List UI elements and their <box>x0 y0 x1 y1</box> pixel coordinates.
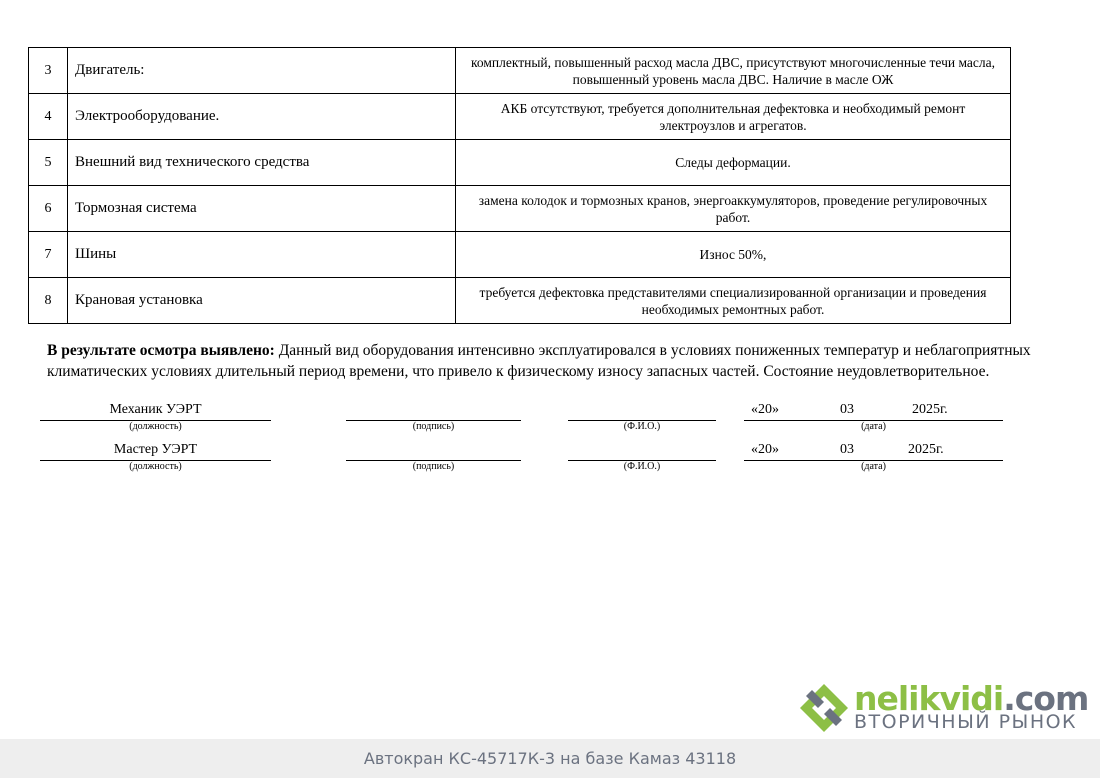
table-row <box>29 140 1011 186</box>
position-field: Мастер УЭРТ <box>40 440 271 461</box>
row-name: Тормозная система <box>68 186 456 232</box>
signature-caption: (подпись) <box>412 461 455 472</box>
row-number: 7 <box>29 232 68 278</box>
row-value: замена колодок и тормозных кранов, энергоаккумуляторов, проведение регулировочных работ. <box>456 186 1011 232</box>
logo-tld: .com <box>1003 679 1089 718</box>
row-number: 5 <box>29 140 68 186</box>
table-row <box>29 94 1011 140</box>
fio-caption: (Ф.И.О.) <box>623 461 661 472</box>
table-row <box>29 278 1011 324</box>
date-year: 2025г. <box>908 442 944 457</box>
footer-title: Автокран КС-45717К-3 на базе Камаз 43118 <box>363 749 737 768</box>
position-caption: (должность) <box>129 421 182 432</box>
date-month: 03 <box>840 442 854 457</box>
row-name: Электрооборудование. <box>68 94 456 140</box>
date-caption: (дата) <box>861 461 886 472</box>
table-row <box>29 186 1011 232</box>
result-label: В результате осмотра выявлено: <box>47 342 275 359</box>
fio-caption: (Ф.И.О.) <box>623 421 661 432</box>
inspection-table <box>28 47 1011 324</box>
row-number: 8 <box>29 278 68 324</box>
row-number: 4 <box>29 94 68 140</box>
position-field: Механик УЭРТ <box>40 400 271 421</box>
table-row <box>29 232 1011 278</box>
row-name: Двигатель: <box>68 48 456 94</box>
row-value: требуется дефектовка представителями специализированной организации и проведения необходимых ремонтных работ. <box>456 278 1011 324</box>
position-caption: (должность) <box>129 461 182 472</box>
row-value: комплектный, повышенный расход масла ДВС, присутствуют многочисленные течи масла, повышенный уровень масла ДВС. Наличие в масле ОЖ <box>456 48 1011 94</box>
footer-title-bar <box>0 739 1100 778</box>
signature-caption: (подпись) <box>412 421 455 432</box>
date-day: «20» <box>751 442 779 457</box>
logo-subtitle: ВТОРИЧНЫЙ РЫНОК <box>854 711 1078 733</box>
date-field <box>744 400 1003 421</box>
row-number: 3 <box>29 48 68 94</box>
date-field <box>744 440 1003 461</box>
fio-field <box>568 440 716 461</box>
date-day: «20» <box>751 402 779 417</box>
row-name: Внешний вид технического средства <box>68 140 456 186</box>
row-number: 6 <box>29 186 68 232</box>
signature-field <box>346 440 521 461</box>
signature-row-mechanic <box>0 400 1100 434</box>
signature-field <box>346 400 521 421</box>
date-year: 2025г. <box>912 402 948 417</box>
row-value: Следы деформации. <box>456 140 1011 186</box>
row-value: Износ 50%, <box>456 232 1011 278</box>
inspection-result <box>47 340 1067 382</box>
logo-brand: nelikvidi <box>854 679 1004 718</box>
date-caption: (дата) <box>861 421 886 432</box>
logo-mark-icon <box>798 682 850 734</box>
table-row <box>29 48 1011 94</box>
row-name: Шины <box>68 232 456 278</box>
signature-row-master <box>0 440 1100 474</box>
row-name: Крановая установка <box>68 278 456 324</box>
row-value: АКБ отсутствуют, требуется дополнительная дефектовка и необходимый ремонт электроузлов и агрегатов. <box>456 94 1011 140</box>
fio-field <box>568 400 716 421</box>
date-month: 03 <box>840 402 854 417</box>
nelikvidi-logo <box>798 679 1089 736</box>
result-text: Данный вид оборудования интенсивно эксплуатировался в условиях пониженных температур и неблагоприятных климатических условиях длительный период времени, что привело к физическому износу запасных частей. Состояние неудовлетворительное. <box>47 342 1031 380</box>
